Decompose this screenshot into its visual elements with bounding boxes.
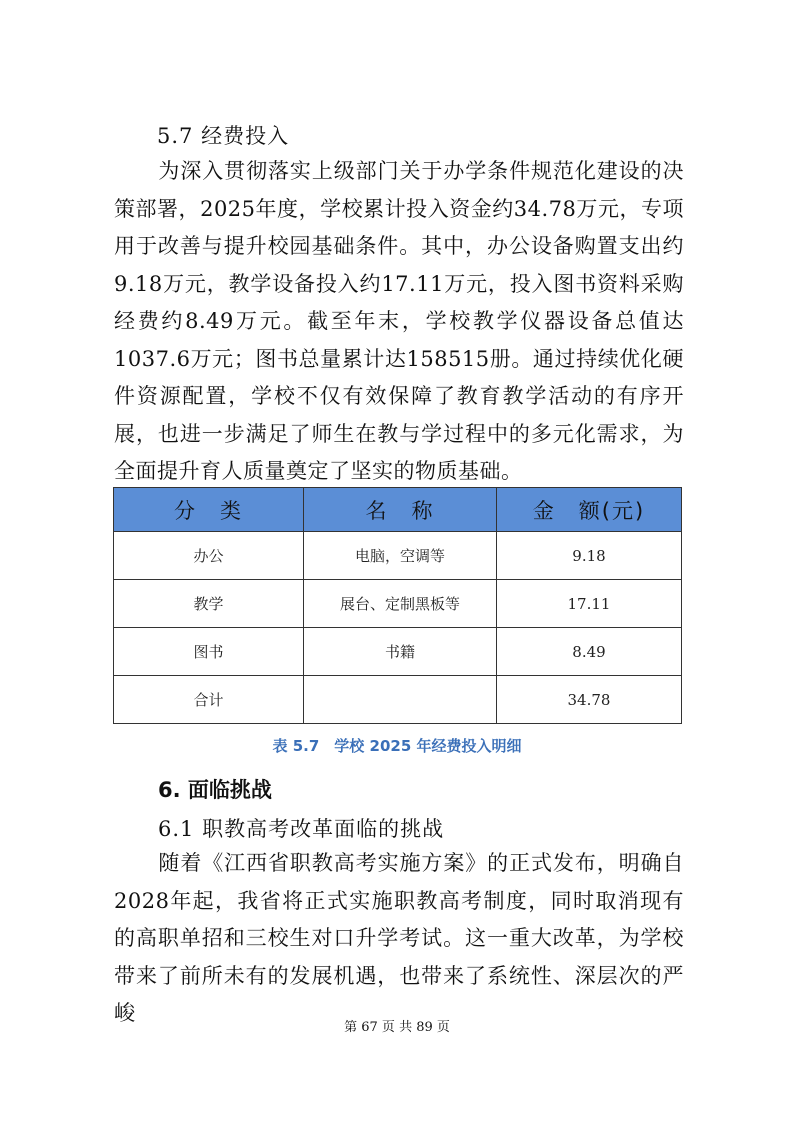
cell-name <box>304 676 497 724</box>
section-heading-6: 6. 面临挑战 <box>158 778 272 802</box>
cell-name: 电脑，空调等 <box>304 532 497 580</box>
table-row <box>114 580 682 628</box>
paragraph-funding <box>114 153 684 491</box>
funding-table <box>113 487 682 724</box>
header-name: 名 称 <box>304 488 497 532</box>
paragraph-challenge-text: 随着《江西省职教高考实施方案》的正式发布，明确自2028年起，我省将正式实施职教高考制度，同时取消现有的高职单招和三校生对口升学考试。这一重大改革，为学校带来了前所未有的发展机遇，也带来了系统性、深层次的严峻 <box>114 851 684 1025</box>
section-heading-5-7: 5.7 经费投入 <box>157 124 290 148</box>
header-amount: 金 额(元) <box>497 488 682 532</box>
cell-amount: 8.49 <box>497 628 682 676</box>
paragraph-funding-text: 为深入贯彻落实上级部门关于办学条件规范化建设的决策部署，2025年度，学校累计投入资金约34.78万元，专项用于改善与提升校园基础条件。其中，办公设备购置支出约9.18万元，教学设备投入约17.11万元，投入图书资料采购经费约8.49万元。截至年末，学校教学仪器设备总值达1037.6万元；图书总量累计达158515册。通过持续优化硬件资源配置，学校不仅有效保障了教育教学活动的有序开展，也进一步满足了师生在教与学过程中的多元化需求，为全面提升育人质量奠定了坚实的物质基础。 <box>114 159 684 483</box>
header-category: 分 类 <box>114 488 304 532</box>
table-row <box>114 628 682 676</box>
cell-category: 合计 <box>114 676 304 724</box>
table-caption: 表 5.7 学校 2025 年经费投入明细 <box>272 737 522 755</box>
cell-amount: 9.18 <box>497 532 682 580</box>
table-header-row <box>114 488 682 532</box>
paragraph-challenge <box>114 845 684 1033</box>
page-footer: 第 67 页 共 89 页 <box>344 1020 450 1035</box>
table-row <box>114 532 682 580</box>
section-heading-6-1: 6.1 职教高考改革面临的挑战 <box>158 817 445 841</box>
cell-name: 展台、定制黑板等 <box>304 580 497 628</box>
cell-amount: 34.78 <box>497 676 682 724</box>
cell-category: 教学 <box>114 580 304 628</box>
table-row-total <box>114 676 682 724</box>
cell-category: 办公 <box>114 532 304 580</box>
cell-amount: 17.11 <box>497 580 682 628</box>
cell-name: 书籍 <box>304 628 497 676</box>
cell-category: 图书 <box>114 628 304 676</box>
